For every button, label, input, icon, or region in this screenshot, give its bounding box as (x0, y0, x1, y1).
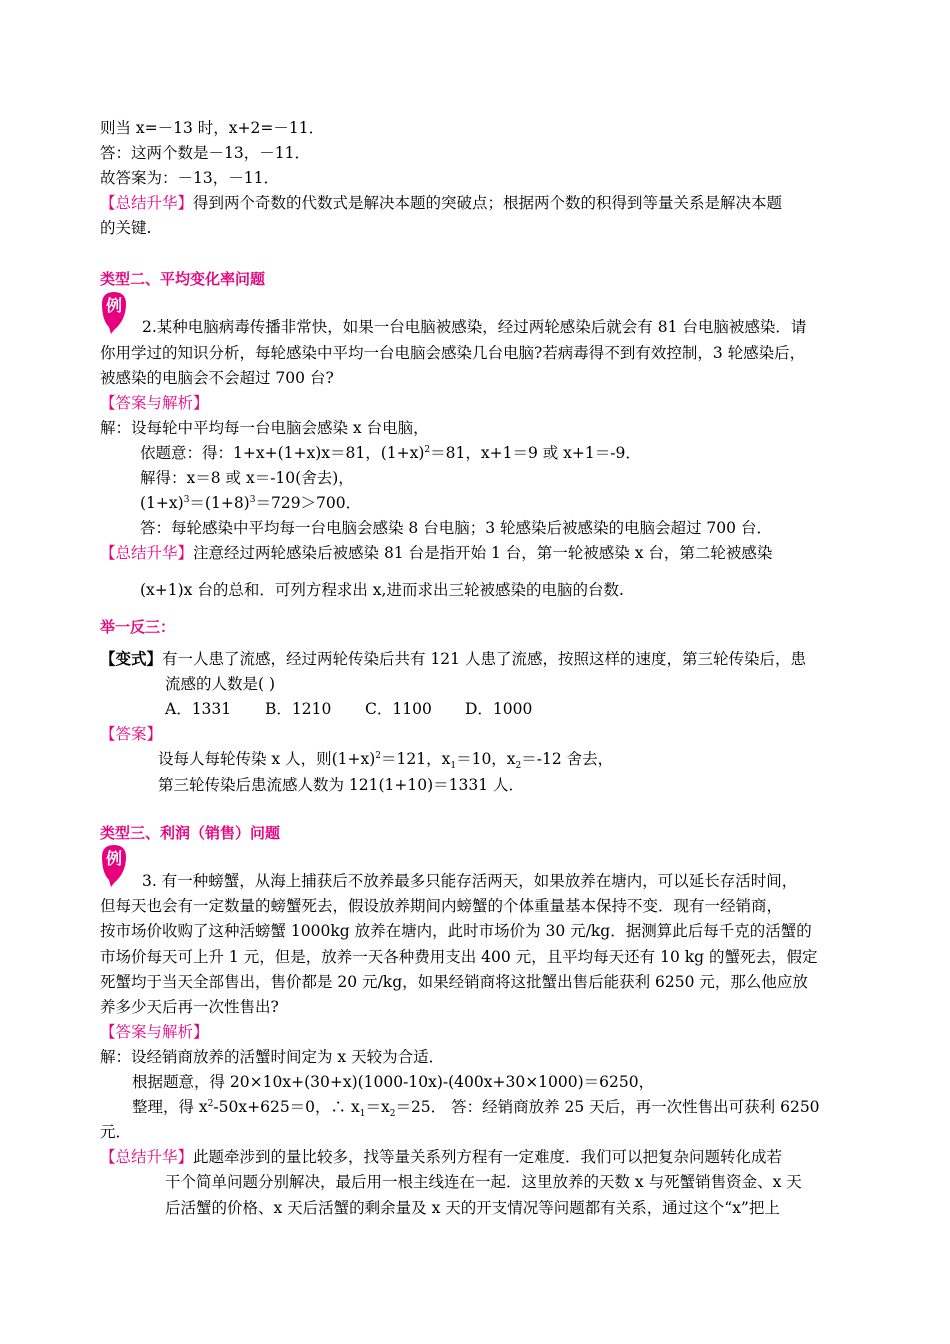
summary-paragraph (100, 543, 772, 563)
question-line: 被感染的电脑会不会超过 700 台? (100, 369, 334, 387)
question-line: 3. 有一种螃蟹，从海上捕获后不放养最多只能存活两天，如果放养在塘内，可以延长存活时间， (142, 872, 798, 890)
solution-line: 解得：x＝8 或 x＝-10(舍去)， (140, 469, 354, 487)
options-row (165, 699, 565, 719)
solution-line: 解：设每轮中平均每一台电脑会感染 x 台电脑， (100, 419, 429, 437)
section-heading: 类型三、利润（销售）问题 (100, 824, 281, 842)
summary-paragraph (100, 1147, 782, 1167)
text-line: 故答案为：－13，－11． (100, 169, 279, 187)
summary-text: 此题牵涉到的量比较多，找等量关系列方程有一定难度．我们可以把复杂问题转化成若 (193, 1148, 783, 1166)
badge-label: 例 (105, 849, 123, 868)
question-line: 市场价每天可上升 1 元，但是，放养一天各种费用支出 400 元，且平均每天还有 10 kg 的蟹死去，假定 (100, 948, 818, 966)
answer-line: 第三轮传染后患流感人数为 121(1+10)＝1331 人． (158, 776, 525, 794)
solution-line: 根据题意，得 20×10x+(30+x)(1000-10x)-(400x+30×1000)＝6250， (132, 1073, 655, 1091)
summary-tag: 【总结升华】 (100, 194, 194, 212)
variant-question: 【变式】有一人患了流感，经过两轮传染后共有 121 人患了流感，按照这样的速度，第三轮传染后，患 (100, 649, 806, 668)
option-d: D．1000 (465, 700, 533, 718)
variant-tag: 【变式】 (100, 649, 163, 668)
question-line: 2.某种电脑病毒传播非常快，如果一台电脑被感染，经过两轮感染后就会有 81 台电脑被感染．请 (142, 318, 807, 336)
question-line: 按市场价收购了这种活螃蟹 1000kg 放养在塘内，此时市场价为 30 元/kg．据测算此后每千克的活蟹的 (100, 922, 812, 940)
solution-line: 整理，得 $x^2-50x+625=0$，∴ $x_1=x_2=25$． 答：经销商放养 25 天后，再一次性售出可获利 6250 (132, 1098, 820, 1120)
question-line: 你用学过的知识分析，每轮感染中平均一台电脑会感染几台电脑?若病毒得不到有效控制，3 轮感染后， (100, 344, 806, 362)
question-line: 死蟹均于当天全部售出，售价都是 20 元/kg，如果经销商将这批蟹出售后能获利 6250 元，那么他应放 (100, 973, 808, 991)
text-line: 答：这两个数是－13，－11． (100, 144, 310, 162)
summary-text: 注意经过两轮感染后被感染 81 台是指开始 1 台，第一轮被感染 x 台，第二轮被感染 (193, 544, 773, 562)
solution-line: 解：设经销商放养的活蟹时间定为 x 天较为合适． (100, 1048, 445, 1066)
text-line: 则当 x=－13 时，x+2=－11． (100, 119, 325, 137)
badge-label: 例 (105, 296, 123, 315)
solution-line: 元． (100, 1123, 132, 1141)
answer-line: 设每人每轮传染 x 人，则$(1+x)^2=121$，$x_1=10$，$x_2=-12$ 舍去， (158, 750, 614, 772)
section-heading: 类型二、平均变化率问题 (100, 270, 266, 288)
option-a: A．1331 (165, 700, 232, 718)
text-line: 的关键. (100, 219, 152, 237)
option-c: C．1100 (365, 700, 432, 718)
question-line: 但每天也会有一定数量的螃蟹死去，假设放养期间内螃蟹的个体重量基本保持不变．现有一经销商， (100, 897, 783, 915)
example-badge-icon (99, 843, 129, 887)
summary-tag: 【总结升华】 (100, 544, 194, 562)
example-badge-icon (99, 290, 129, 334)
solution-line: 答：每轮感染中平均每一台电脑会感染 8 台电脑；3 轮感染后被感染的电脑会超过 700 台． (140, 519, 772, 537)
question-line: 养多少天后再一次性售出? (100, 998, 279, 1016)
text-line: 干个简单问题分别解决，最后用一根主线连在一起．这里放养的天数 x 与死蟹销售资金、x 天 (165, 1173, 802, 1191)
summary-paragraph (100, 193, 782, 213)
question-line: 流感的人数是( ) (165, 675, 276, 693)
summary-tag: 【总结升华】 (100, 1148, 194, 1166)
solution-line: 依题意：得：1+x+(1+x)x＝81，$(1+x)^2=81$，x+1＝9 或 x+1＝-9． (140, 444, 641, 462)
solution-line: $(1+x)^3=(1+8)^3=729>700$． (140, 494, 362, 512)
text-line: 后活蟹的价格、x 天后活蟹的剩余量及 x 天的开支情况等问题都有关系，通过这个“x”把上 (165, 1199, 780, 1217)
answer-tag: 【答案与解析】 (100, 394, 209, 412)
option-b: B．1210 (265, 700, 332, 718)
section-heading: 举一反三： (100, 618, 176, 636)
summary-text: 得到两个奇数的代数式是解决本题的突破点；根据两个数的积得到等量关系是解决本题 (193, 194, 783, 212)
answer-tag: 【答案】 (100, 725, 163, 743)
answer-tag: 【答案与解析】 (100, 1023, 209, 1041)
text-line: (x+1)x 台的总和．可列方程求出 x,进而求出三轮被感染的电脑的台数. (140, 581, 624, 599)
